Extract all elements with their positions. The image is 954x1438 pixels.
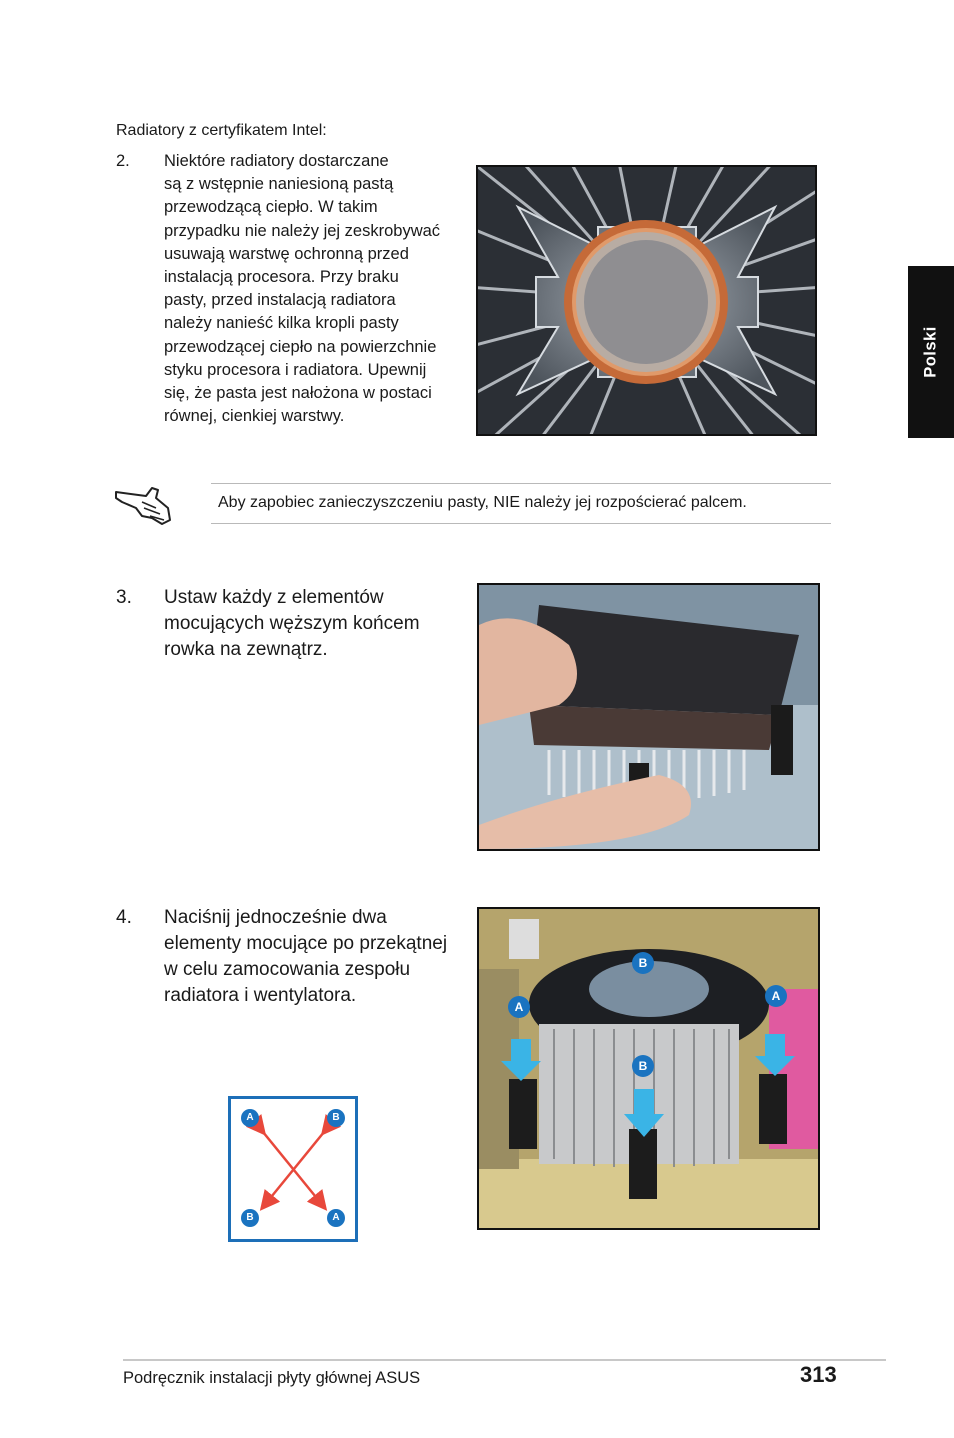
note-bottom-rule — [211, 523, 831, 524]
photo-label-b-center: B — [632, 1055, 654, 1077]
step-4-number: 4. — [116, 907, 132, 928]
photo-label-b-top: B — [632, 952, 654, 974]
step-2-number: 2. — [116, 152, 130, 170]
diagram-label-top-left: A — [241, 1109, 259, 1127]
diagram-label-bottom-left: B — [241, 1209, 259, 1227]
step-3-text: Ustaw każdy z elementów mocujących węższym końcem rowka na zewnątrz. — [164, 587, 420, 660]
note-top-rule — [211, 483, 831, 484]
step-3-number: 3. — [116, 587, 132, 608]
fastener-photo — [477, 583, 820, 851]
heatsink-base-photo — [476, 165, 817, 436]
diagonal-press-diagram — [228, 1096, 358, 1242]
pointing-hand-icon — [112, 478, 176, 528]
step-4-text: Naciśnij jednocześnie dwa elementy mocujące po przekątnej w celu zamocowania zespołu radiatora i wentylatora. — [164, 907, 448, 1006]
diagram-label-top-right: B — [327, 1109, 345, 1127]
language-side-tab-label: Polski — [921, 326, 940, 378]
step-2-text: Niektóre radiatory dostarczane są z wstępnie naniesioną pastą przewodzącą ciepło. W takim przypadku nie należy jej zeskrobywać usuwają warstwę ochronną przed instalacją procesora. Przy braku pasty, przed instalacją radiatora należy nanieść kilka kropli pasty przewodzącej ciepło na powierzchnie styku procesora i radiatora. Upewnij się, że pasta jest nałożona w postaci równej, cienkiej warstwy. — [164, 152, 441, 426]
footer-text: Podręcznik instalacji płyty głównej ASUS — [123, 1369, 421, 1387]
note-text: Aby zapobiec zanieczyszczeniu pasty, NIE należy jej rozpościerać palcem. — [218, 494, 747, 511]
intro-text: Radiatory z certyfikatem Intel: — [116, 122, 327, 139]
photo-label-a-left: A — [508, 996, 530, 1018]
diagram-label-bottom-right: A — [327, 1209, 345, 1227]
photo-label-a-right: A — [765, 985, 787, 1007]
footer-rule — [123, 1359, 886, 1361]
language-side-tab — [908, 266, 954, 438]
page-number: 313 — [800, 1362, 837, 1387]
